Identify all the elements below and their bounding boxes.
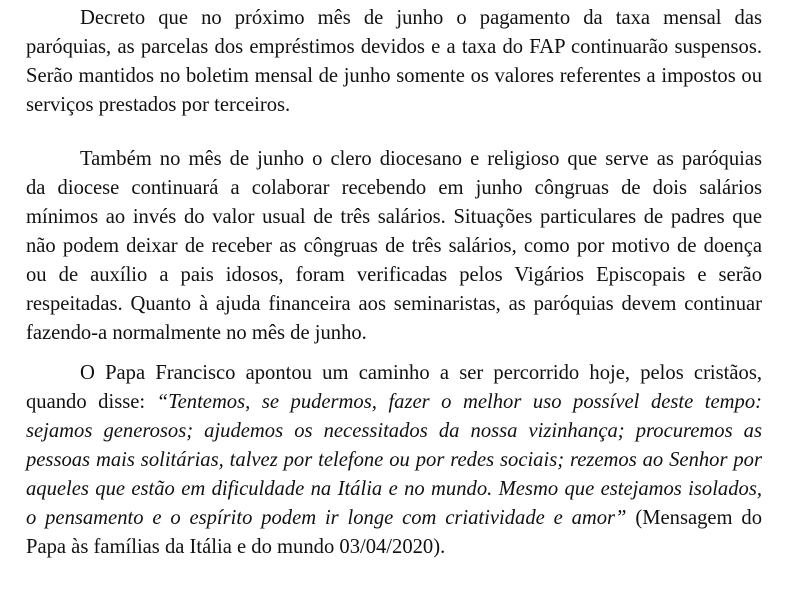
paragraph-clergy-salaries [26,145,762,348]
text-line [26,504,762,533]
quote-italic-text: “Tentemos, se pudermos, fazer o melhor uso possível deste tempo: [156,391,762,413]
quote-italic-text: o pensamento e o espírito podem ir longe com criatividade e amor” [26,507,627,529]
quote-italic-line: sejamos generosos; ajudemos os necessitados da nossa vizinhança; procuremos as [26,420,762,442]
text-line: Também no mês de junho o clero diocesano e religioso que serve as paróquias [80,148,762,170]
text-line: Papa às famílias da Itália e do mundo 03/04/2020). [26,536,446,558]
text-line: não podem deixar de receber as côngruas de três salários, como por motivo de doença [26,235,762,257]
quote-intro-text: quando disse: [26,391,157,413]
text-line [26,388,762,417]
text-line: fazendo-a normalmente no mês de junho. [26,322,367,344]
text-line: serviços prestados por terceiros. [26,94,291,116]
paragraph-pope-quote [26,359,762,562]
text-line: ou de auxílio a pais idosos, foram verificadas pelos Vigários Episcopais e serão [26,264,762,286]
quote-italic-line: pessoas mais solitárias, talvez por telefone ou por redes sociais; rezemos ao Senhor por [26,449,762,471]
paragraph-fee-suspension [26,4,762,120]
text-line: da diocese continuará a colaborar recebendo em junho côngruas de dois salários [26,177,762,199]
text-line: Decreto que no próximo mês de junho o pagamento da taxa mensal das [80,7,762,29]
text-line: paróquias, as parcelas dos empréstimos devidos e a taxa do FAP continuarão suspensos. [26,36,762,58]
text-line: Serão mantidos no boletim mensal de junho somente os valores referentes a impostos ou [26,65,762,87]
text-line: mínimos ao invés do valor usual de três salários. Situações particulares de padres que [26,206,762,228]
quote-italic-line: aqueles que estão em dificuldade na Itália e no mundo. Mesmo que estejamos isolados, [26,478,762,500]
text-line: respeitadas. Quanto à ajuda financeira aos seminaristas, as paróquias devem continuar [26,293,762,315]
text-line: O Papa Francisco apontou um caminho a ser percorrido hoje, pelos cristãos, [80,362,762,384]
quote-source-text: (Mensagem do [626,507,762,529]
